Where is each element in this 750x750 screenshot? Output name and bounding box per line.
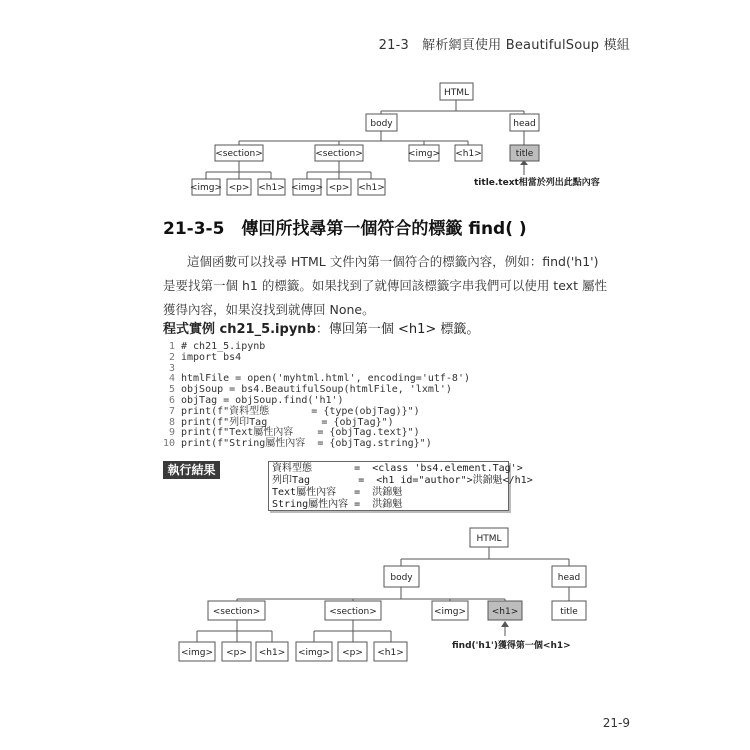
tree1-body-node: body xyxy=(370,119,393,129)
tree2-leaf: <p> xyxy=(226,648,247,658)
section-heading: 21-3-5 傳回所找尋第一個符合的標籤 find( ) xyxy=(163,219,527,239)
tree2-annotation: find('h1')獲得第一個<h1> xyxy=(452,641,571,651)
page-number: 21-9 xyxy=(602,716,630,730)
tree1-h1-node: <h1> xyxy=(455,149,482,159)
tree1-section-node-1: <section> xyxy=(215,149,263,159)
code-line: print(f"列印Tag = {objTag}") xyxy=(181,416,394,428)
tree1-leaf: <img> xyxy=(290,183,324,193)
tree1-img-node: <img> xyxy=(407,149,441,159)
result-line: 資料型態 = <class 'bs4.element.Tag'> xyxy=(272,463,523,474)
tree1-leaf: <img> xyxy=(189,183,223,193)
tree2-section-node-2: <section> xyxy=(329,607,377,617)
code-line: objTag = objSoup.find('h1') xyxy=(181,394,344,406)
code-line: htmlFile = open('myhtml.html', encoding='utf-8') xyxy=(181,373,470,385)
example-title xyxy=(163,318,479,337)
body-paragraph: 這個函數可以找尋 HTML 文件內第一個符合的標籤內容，例如：find('h1') 是要找第一個 h1 的標籤。如果找到了就傳回該標籤字串我們可以使用 text 屬性獲得內容，如果沒找到就傳回 None。 xyxy=(163,254,607,317)
tree1-annotation: title.text相當於列出此點內容 xyxy=(474,178,600,188)
result-line: String屬性內容 = 洪錦魁 xyxy=(272,499,403,510)
tree2-html-node: HTML xyxy=(476,534,502,544)
tree2-title-node: title xyxy=(560,607,578,617)
code-line: import bs4 xyxy=(181,351,242,363)
tree2-h1-node: <h1> xyxy=(491,607,519,617)
tree2-leaf: <p> xyxy=(342,648,363,658)
tree1-leaf: <p> xyxy=(228,183,250,193)
tree2-leaf: <img> xyxy=(297,648,331,658)
tree2-body-node: body xyxy=(390,573,413,583)
tree1-html-node: HTML xyxy=(443,88,470,98)
tree2-section-node-1: <section> xyxy=(212,607,261,617)
result-line: 列印Tag = <h1 id="author">洪錦魁</h1> xyxy=(272,475,533,486)
tree1-head-node: head xyxy=(513,119,536,129)
code-line: print(f"資料型態 = {type(objTag)}") xyxy=(181,405,420,417)
result-line: Text屬性內容 = 洪錦魁 xyxy=(272,487,403,498)
example-description: ：傳回第一個 <h1> 標籤。 xyxy=(315,322,480,337)
result-output-box xyxy=(268,461,533,511)
dom-tree-diagram-1 xyxy=(0,0,750,200)
tree2-leaf: <h1> xyxy=(377,648,404,658)
example-label: 程式實例 ch21_5.ipynb xyxy=(163,322,316,337)
tree1-leaf: <p> xyxy=(328,183,350,193)
code-line: objSoup = bs4.BeautifulSoup(htmlFile, 'lxml') xyxy=(181,384,452,396)
result-badge: 執行結果 xyxy=(163,461,220,479)
tree1-leaf: <h1> xyxy=(358,183,385,193)
tree2-head-node: head xyxy=(557,573,581,583)
tree2-img-node: <img> xyxy=(433,607,467,617)
tree1-title-node: title xyxy=(515,149,534,159)
code-listing: 1 # ch21_5.ipynb 2 import bs4 3 4 htmlFile = open('myhtml.html', encoding='utf-8') 5 objSoup = bs4.BeautifulSoup(htmlFile, 'lxml') 6 objTag = objSoup.find('h1') 7 print(f"資料型態 = {type(objTag)}") 8 print(f"列印Tag = {objTag}") 9 print(f"Text屬性內容 = {objTag.text}") 10 print(f"String屬性內容 = {objTag.string}") xyxy=(163,341,470,450)
tree2-leaf: <img> xyxy=(180,648,214,658)
running-header: 21-3 解析網頁使用 BeautifulSoup 模組 xyxy=(378,38,630,53)
tree1-section-node-2: <section> xyxy=(315,149,363,159)
code-line: print(f"String屬性內容 = {objTag.string}") xyxy=(181,438,432,450)
code-line: # ch21_5.ipynb xyxy=(181,341,266,352)
dom-tree-diagram-2 xyxy=(0,520,750,670)
tree1-leaf: <h1> xyxy=(258,183,285,193)
tree2-leaf: <h1> xyxy=(258,648,286,658)
code-line: print(f"Text屬性內容 = {objTag.text}") xyxy=(181,427,420,439)
